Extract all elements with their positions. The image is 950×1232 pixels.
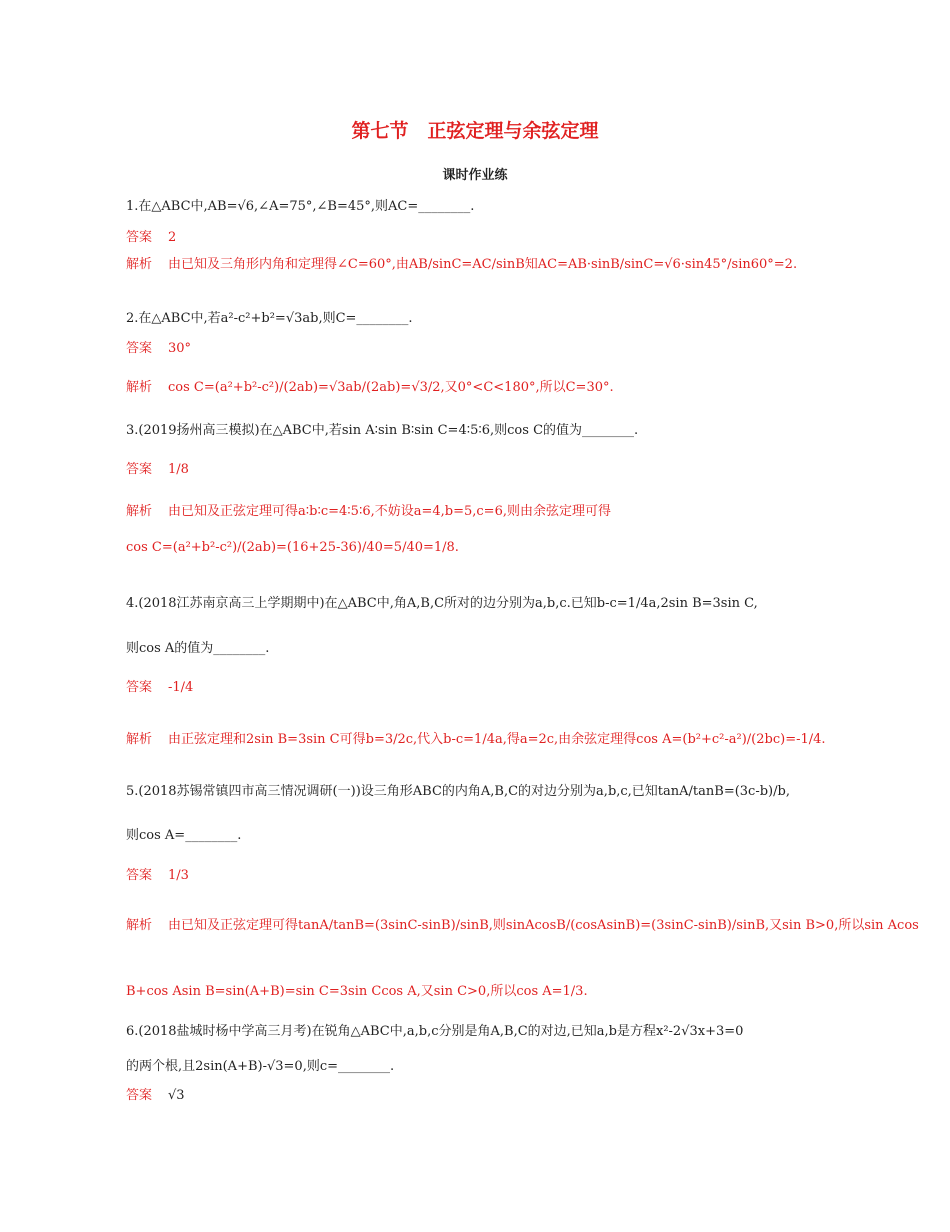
page-subtitle: 课时作业练 <box>442 168 508 183</box>
question-2-text: 2.在△ABC中,若a²-c²+b²=√3ab,则C=________. <box>126 311 413 326</box>
question-3-text: 3.(2019扬州高三模拟)在△ABC中,若sin A∶sin B∶sin C=4∶5∶6,则cos C的值为________. <box>126 423 639 438</box>
analysis-label: 解析 <box>126 732 153 747</box>
question-2 <box>126 307 413 326</box>
answer-label: 答案 <box>126 1088 153 1103</box>
question-4 <box>126 592 758 611</box>
answer-label: 答案 <box>126 868 153 883</box>
question-5 <box>126 780 790 799</box>
answer-1 <box>126 226 176 245</box>
answer-label: 答案 <box>126 230 153 245</box>
question-6 <box>126 1020 743 1039</box>
analysis-4-text: 由正弦定理和2sin B=3sin C可得b=3/2c,代入b-c=1/4a,得a=2c,由余弦定理得cos A=(b²+c²-a²)/(2bc)=-1/4. <box>168 732 826 747</box>
analysis-label: 解析 <box>126 380 153 395</box>
answer-1-value: 2 <box>168 230 177 245</box>
answer-label: 答案 <box>126 680 153 695</box>
answer-6 <box>126 1084 185 1103</box>
question-4-text-2: 则cos A的值为________. <box>126 641 270 656</box>
answer-4 <box>126 676 193 695</box>
analysis-5 <box>126 914 919 933</box>
analysis-3-text-2: cos C=(a²+b²-c²)/(2ab)=(16+25-36)/40=5/40=1/8. <box>126 540 459 555</box>
analysis-5-text-2: B+cos Asin B=sin(A+B)=sin C=3sin Ccos A,又sin C>0,所以cos A=1/3. <box>126 984 588 999</box>
analysis-5-text-1: 由已知及正弦定理可得tanA/tanB=(3sinC-sinB)/sinB,则sinAcosB/(cosAsinB)=(3sinC-sinB)/sinB,又sin B>0,所以sin Acos <box>168 918 919 933</box>
analysis-5-line-2 <box>126 980 588 999</box>
answer-2-value: 30° <box>168 341 192 356</box>
answer-label: 答案 <box>126 341 153 356</box>
question-1 <box>126 195 474 214</box>
analysis-1 <box>126 253 797 272</box>
analysis-label: 解析 <box>126 918 153 933</box>
analysis-3-line-2 <box>126 540 459 555</box>
analysis-3-text-1: 由已知及正弦定理可得a∶b∶c=4∶5∶6,不妨设a=4,b=5,c=6,则由余弦定理可得 <box>168 504 611 519</box>
analysis-label: 解析 <box>126 257 153 272</box>
analysis-label: 解析 <box>126 504 153 519</box>
question-6-text-2: 的两个根,且2sin(A+B)-√3=0,则c=________. <box>126 1059 395 1074</box>
question-5-line-2 <box>126 824 241 843</box>
analysis-3 <box>126 500 611 519</box>
answer-label: 答案 <box>126 462 153 477</box>
answer-2 <box>126 337 191 356</box>
answer-4-value: -1/4 <box>168 680 194 695</box>
question-3 <box>126 419 638 438</box>
question-6-line-2 <box>126 1055 394 1074</box>
question-4-line-2 <box>126 637 269 656</box>
analysis-1-text: 由已知及三角形内角和定理得∠C=60°,由AB/sinC=AC/sinB知AC=AB·sinB/sinC=√6·sin45°/sin60°=2. <box>168 257 798 272</box>
answer-6-value: √3 <box>168 1088 185 1103</box>
question-1-text: 1.在△ABC中,AB=√6,∠A=75°,∠B=45°,则AC=________. <box>126 199 475 214</box>
answer-3 <box>126 458 189 477</box>
question-4-text-1: 4.(2018江苏南京高三上学期期中)在△ABC中,角A,B,C所对的边分别为a,b,c.已知b-c=1/4a,2sin B=3sin C, <box>126 596 758 611</box>
answer-5-value: 1/3 <box>168 868 189 883</box>
analysis-2-text: cos C=(a²+b²-c²)/(2ab)=√3ab/(2ab)=√3/2,又0°<C<180°,所以C=30°. <box>168 380 614 395</box>
answer-3-value: 1/8 <box>168 462 189 477</box>
question-5-text-2: 则cos A=________. <box>126 828 242 843</box>
question-5-text-1: 5.(2018苏锡常镇四市高三情况调研(一))设三角形ABC的内角A,B,C的对边分别为a,b,c,已知tanA/tanB=(3c-b)/b, <box>126 784 790 799</box>
question-6-text-1: 6.(2018盐城时杨中学高三月考)在锐角△ABC中,a,b,c分别是角A,B,C的对边,已知a,b是方程x²-2√3x+3=0 <box>126 1024 744 1039</box>
answer-5 <box>126 864 189 883</box>
analysis-4 <box>126 728 826 747</box>
analysis-2 <box>126 376 614 395</box>
page-title: 第七节 正弦定理与余弦定理 <box>351 120 599 142</box>
